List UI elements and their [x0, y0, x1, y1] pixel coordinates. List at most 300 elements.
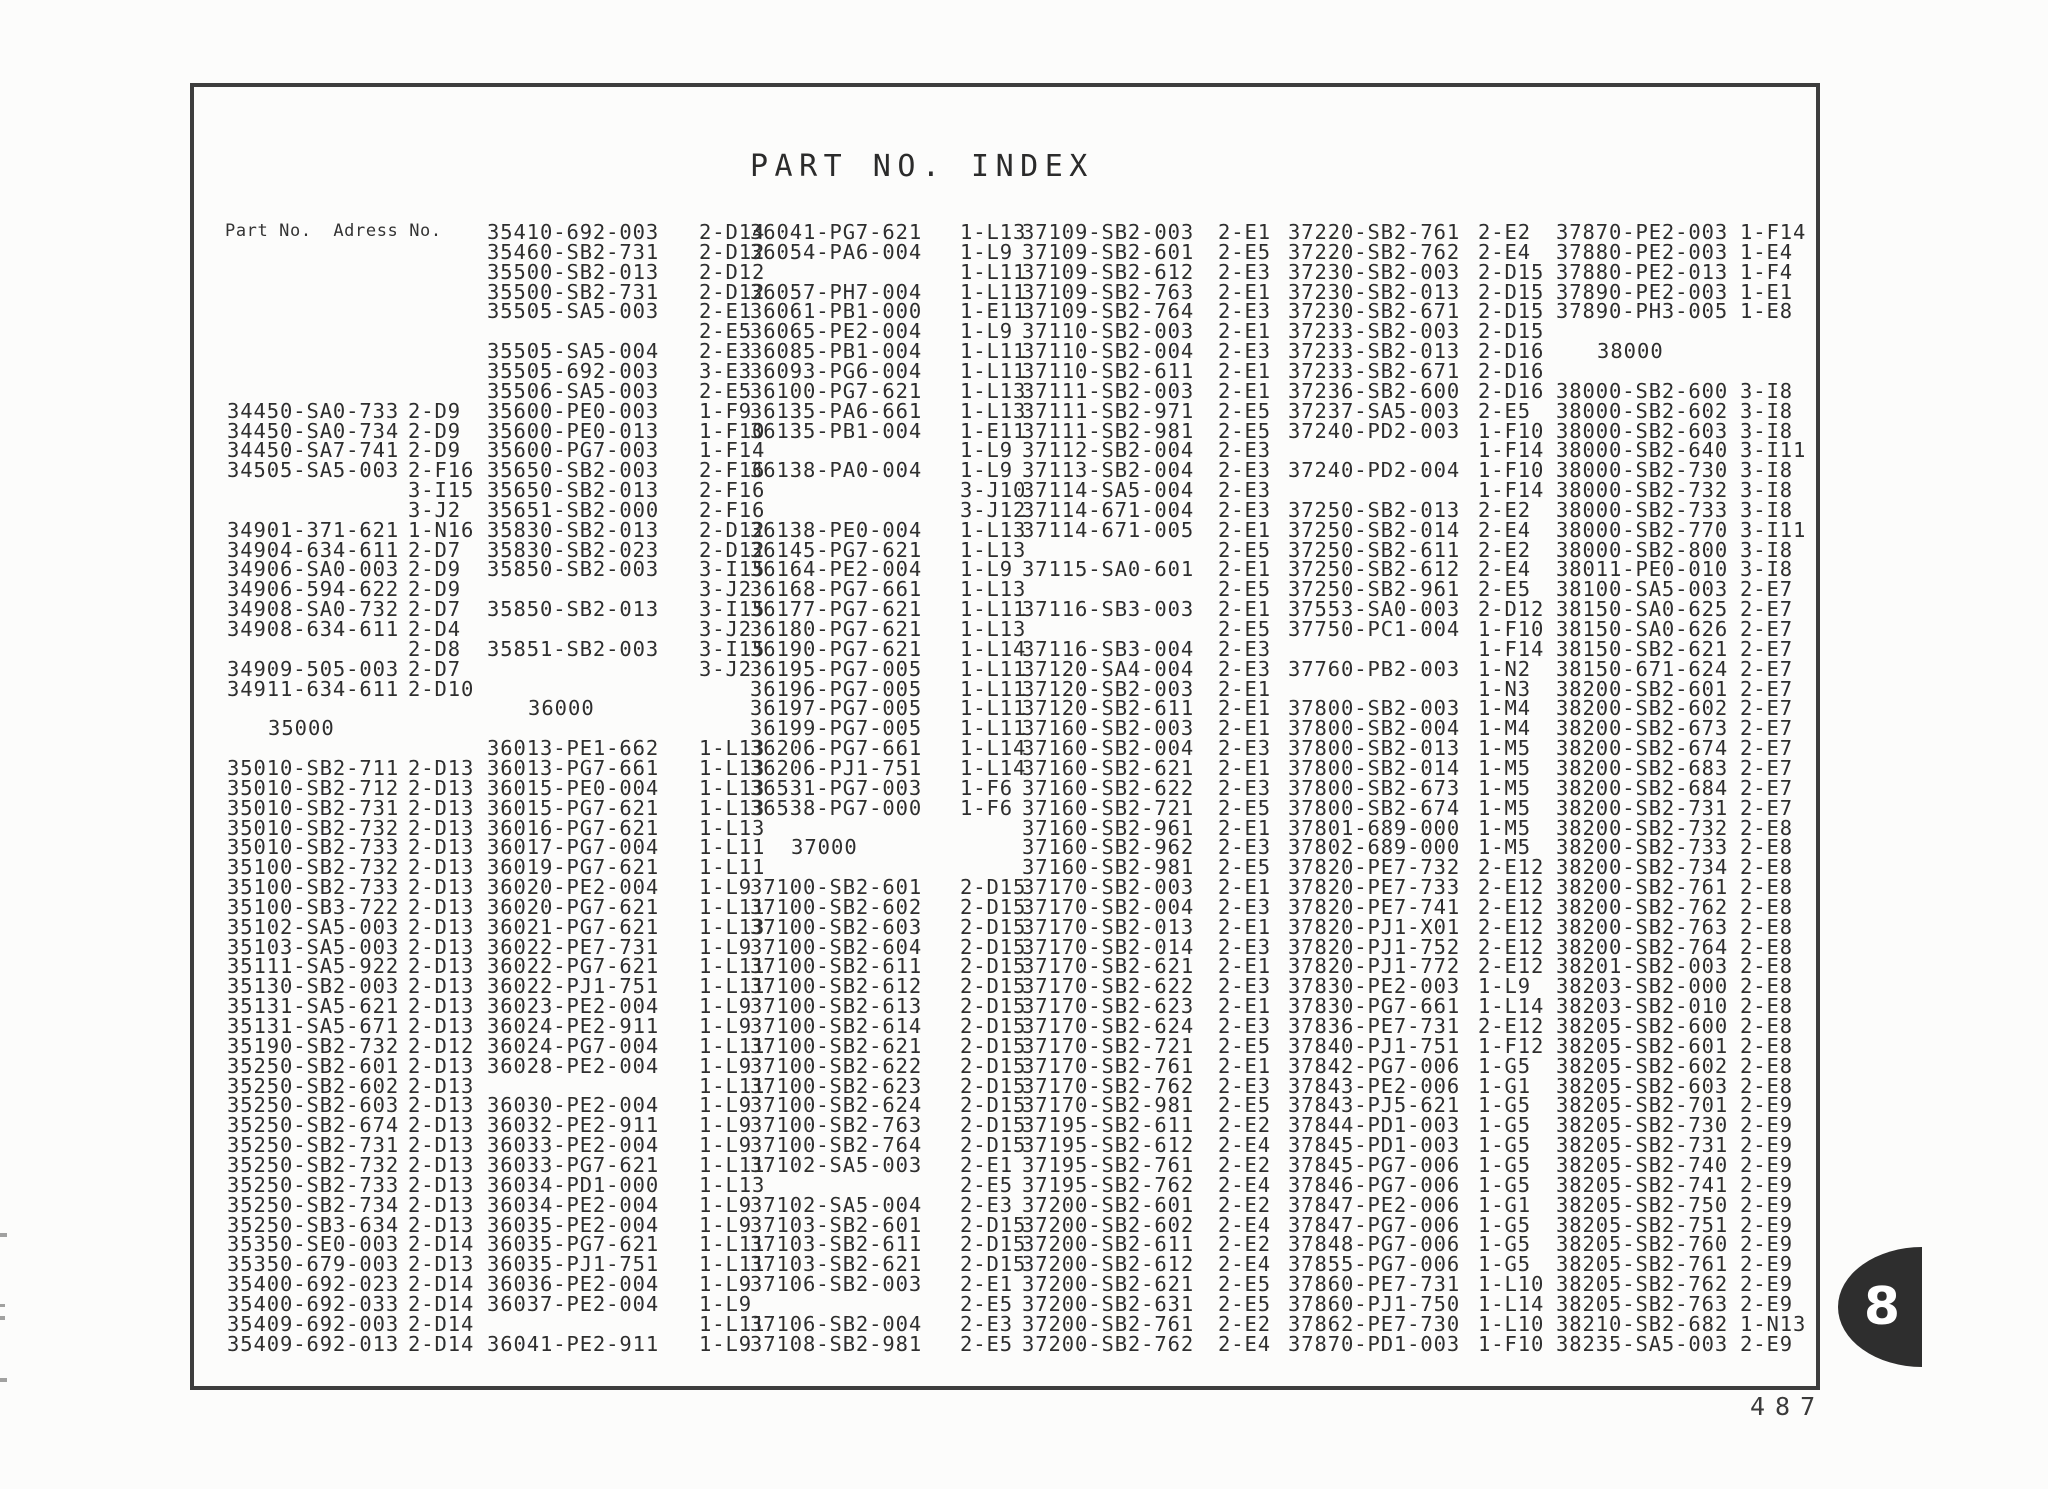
part-number: 37170-SB2-004 — [1022, 894, 1195, 919]
address-number: 1-L14 — [1478, 1291, 1545, 1316]
address-number: 2-D13 — [408, 1152, 475, 1177]
address-number: 2-D12 — [699, 537, 766, 562]
part-number: 35851-SB2-003 — [487, 636, 660, 661]
address-number: 2-E12 — [1478, 894, 1545, 919]
address-number: 1-M5 — [1478, 736, 1531, 761]
part-number: 36032-PE2-911 — [487, 1113, 660, 1138]
address-number: 2-E5 — [699, 378, 752, 403]
address-number: 2-D15 — [960, 954, 1027, 979]
address-number: 2-E3 — [699, 339, 752, 364]
address-number: 2-E1 — [1218, 378, 1271, 403]
part-number: 35250-SB2-734 — [227, 1192, 400, 1217]
address-number: 1-L11 — [699, 954, 766, 979]
part-number: 38150-SA0-625 — [1556, 597, 1729, 622]
part-number: 37250-SB2-611 — [1288, 537, 1461, 562]
part-number: 38150-SA0-626 — [1556, 617, 1729, 641]
section-header: 38000 — [1597, 339, 1664, 364]
address-number: 2-E12 — [1478, 875, 1545, 900]
address-number: 2-D15 — [1478, 319, 1545, 344]
address-number: 1-L13 — [960, 398, 1027, 423]
part-number: 38205-SB2-600 — [1556, 1014, 1729, 1038]
part-number: 36021-PG7-621 — [487, 914, 660, 939]
address-number: 2-D13 — [408, 974, 475, 999]
address-number: 1-G1 — [1478, 1192, 1531, 1217]
part-number: 37109-SB2-601 — [1022, 239, 1195, 264]
part-number: 38200-SB2-683 — [1556, 755, 1729, 780]
part-number: 36033-PE2-004 — [487, 1133, 660, 1158]
address-number: 2-E2 — [1218, 1232, 1271, 1257]
address-number: 2-D13 — [408, 934, 475, 959]
part-number: 37200-SB2-762 — [1022, 1331, 1195, 1356]
address-number: 2-D13 — [408, 1192, 475, 1217]
part-number: 35250-SB2-732 — [227, 1152, 400, 1177]
address-number: 1-L13 — [960, 577, 1027, 602]
part-number: 34908-SA0-732 — [227, 597, 400, 622]
part-number: 37250-SB2-961 — [1288, 577, 1461, 602]
part-number: 38200-SB2-601 — [1556, 676, 1729, 701]
address-number: 2-E3 — [1218, 974, 1271, 999]
address-number: 2-D16 — [1478, 378, 1545, 403]
address-number: 2-E7 — [1740, 736, 1793, 761]
address-number: 1-L11 — [960, 597, 1027, 622]
part-number: 37890-PE2-003 — [1556, 279, 1729, 304]
address-number: 1-N3 — [1478, 676, 1531, 701]
part-number: 37109-SB2-764 — [1022, 299, 1195, 324]
address-number: 1-L9 — [960, 557, 1013, 582]
part-number: 38205-SB2-740 — [1556, 1152, 1729, 1177]
address-number: 2-E7 — [1740, 696, 1793, 721]
address-number: 2-D12 — [699, 517, 766, 542]
part-number: 35131-SA5-621 — [227, 994, 400, 1019]
address-number: 2-E5 — [960, 1331, 1013, 1356]
part-number: 35100-SB2-732 — [227, 855, 400, 880]
part-number: 37843-PE2-006 — [1288, 1073, 1461, 1098]
part-number: 36065-PE2-004 — [750, 319, 923, 344]
part-number: 37802-689-000 — [1288, 835, 1461, 860]
address-number: 2-E4 — [1478, 239, 1531, 264]
address-number: 2-E8 — [1740, 1033, 1793, 1058]
part-number: 36019-PG7-621 — [487, 855, 660, 880]
part-number: 37200-SB2-761 — [1022, 1311, 1195, 1336]
address-number: 2-F16 — [408, 458, 475, 483]
address-number: 2-E1 — [1218, 279, 1271, 304]
part-number: 38201-SB2-003 — [1556, 954, 1729, 979]
address-number: 1-L9 — [699, 1053, 752, 1078]
address-number: 1-L9 — [699, 1192, 752, 1217]
address-number: 3-I11 — [1740, 438, 1807, 463]
address-number: 2-D15 — [960, 1053, 1027, 1078]
part-number: 37109-SB2-612 — [1022, 259, 1195, 284]
part-number: 36041-PG7-621 — [750, 220, 923, 244]
part-number: 37860-PE7-731 — [1288, 1272, 1461, 1297]
address-number: 2-E3 — [1218, 656, 1271, 681]
part-number: 35100-SB3-722 — [227, 894, 400, 919]
part-number: 37110-SB2-611 — [1022, 358, 1195, 383]
part-number: 36168-PG7-661 — [750, 577, 923, 602]
page-title: PART NO. INDEX — [750, 149, 1094, 184]
part-number: 35830-SB2-013 — [487, 517, 660, 542]
address-number: 2-D14 — [699, 220, 766, 244]
address-number: 3-I8 — [1740, 497, 1793, 522]
address-number: 1-L13 — [960, 517, 1027, 542]
chapter-tab-number: 8 — [1863, 1277, 1901, 1337]
address-number: 1-L10 — [1478, 1272, 1545, 1297]
address-number: 2-E5 — [1218, 577, 1271, 602]
address-number: 2-E5 — [1218, 855, 1271, 880]
address-number: 1-G5 — [1478, 1053, 1531, 1078]
part-number: 37170-SB2-003 — [1022, 875, 1195, 900]
address-number: 1-L9 — [699, 1212, 752, 1237]
address-number: 1-N16 — [408, 517, 475, 542]
part-number: 35131-SA5-671 — [227, 1014, 400, 1038]
address-number: 2-E1 — [1218, 716, 1271, 741]
address-number: 2-D15 — [960, 994, 1027, 1019]
address-number: 2-D9 — [408, 438, 461, 463]
part-number: 37170-SB2-624 — [1022, 1014, 1195, 1038]
address-number: 2-D13 — [408, 1212, 475, 1237]
address-number: 2-F16 — [699, 497, 766, 522]
address-number: 3-J2 — [699, 617, 752, 641]
address-number: 2-E7 — [1740, 755, 1793, 780]
address-number: 1-M5 — [1478, 815, 1531, 840]
part-number: 34450-SA7-741 — [227, 438, 400, 463]
part-number: 36135-PB1-004 — [750, 418, 923, 443]
address-number: 3-I15 — [699, 557, 766, 582]
part-number: 35460-SB2-731 — [487, 239, 660, 264]
address-number: 2-D15 — [960, 1073, 1027, 1098]
address-number: 2-D9 — [408, 418, 461, 443]
address-number: 2-E1 — [960, 1152, 1013, 1177]
address-number: 1-L11 — [699, 974, 766, 999]
address-number: 2-E4 — [1218, 1172, 1271, 1197]
address-number: 1-M5 — [1478, 795, 1531, 820]
part-number: 35103-SA5-003 — [227, 934, 400, 959]
address-number: 2-D9 — [408, 557, 461, 582]
address-number: 1-F6 — [960, 775, 1013, 800]
address-number: 1-L13 — [699, 815, 766, 840]
address-number: 2-E3 — [960, 1192, 1013, 1217]
address-number: 2-E8 — [1740, 894, 1793, 919]
address-number: 2-E5 — [1218, 537, 1271, 562]
address-number: 1-F10 — [1478, 418, 1545, 443]
part-number: 38000-SB2-640 — [1556, 438, 1729, 463]
part-number: 35010-SB2-732 — [227, 815, 400, 840]
address-number: 2-E3 — [1218, 339, 1271, 364]
part-number: 37250-SB2-013 — [1288, 497, 1461, 522]
part-number: 38200-SB2-674 — [1556, 736, 1729, 761]
part-number: 37108-SB2-981 — [750, 1331, 923, 1356]
address-number: 3-I8 — [1740, 378, 1793, 403]
address-number: 2-E2 — [1478, 220, 1531, 244]
address-number: 1-L9 — [960, 458, 1013, 483]
address-number: 2-E1 — [1218, 914, 1271, 939]
address-number: 2-D13 — [408, 855, 475, 880]
part-number: 38200-SB2-733 — [1556, 835, 1729, 860]
address-number: 2-E8 — [1740, 1053, 1793, 1078]
address-number: 1-L11 — [960, 279, 1027, 304]
address-number: 2-D15 — [960, 1033, 1027, 1058]
address-number: 2-E7 — [1740, 577, 1793, 602]
address-number: 1-L11 — [699, 1073, 766, 1098]
part-number: 37102-SA5-003 — [750, 1152, 923, 1177]
address-number: 1-L13 — [960, 537, 1027, 562]
address-number: 2-D13 — [408, 954, 475, 979]
address-number: 2-D14 — [408, 1331, 475, 1356]
address-number: 2-D13 — [408, 1073, 475, 1098]
part-number: 38150-SB2-621 — [1556, 636, 1729, 661]
address-number: 2-D13 — [408, 1172, 475, 1197]
part-number: 36195-PG7-005 — [750, 656, 923, 681]
part-number: 38200-SB2-673 — [1556, 716, 1729, 741]
address-number: 1-F10 — [1478, 617, 1545, 641]
address-number: 3-I15 — [699, 597, 766, 622]
part-number: 38205-SB2-750 — [1556, 1192, 1729, 1217]
address-number: 2-D15 — [960, 974, 1027, 999]
part-number: 36035-PE2-004 — [487, 1212, 660, 1237]
address-number: 2-D15 — [960, 1252, 1027, 1277]
part-number: 38200-SB2-762 — [1556, 894, 1729, 919]
part-number: 35250-SB2-733 — [227, 1172, 400, 1197]
part-number: 36538-PG7-000 — [750, 795, 923, 820]
scan-artifact-mark — [0, 1233, 7, 1237]
part-number: 38205-SB2-741 — [1556, 1172, 1729, 1197]
address-number: 1-L14 — [960, 755, 1027, 780]
part-number: 35505-SA5-003 — [487, 299, 660, 324]
part-number: 37170-SB2-721 — [1022, 1033, 1195, 1058]
address-number: 1-L11 — [960, 716, 1027, 741]
address-number: 1-L13 — [960, 617, 1027, 641]
section-header: 35000 — [268, 716, 335, 741]
part-number: 38205-SB2-730 — [1556, 1113, 1729, 1138]
part-number: 37100-SB2-622 — [750, 1053, 923, 1078]
part-number: 37200-SB2-611 — [1022, 1232, 1195, 1257]
part-number: 37170-SB2-623 — [1022, 994, 1195, 1019]
part-number: 38000-SB2-800 — [1556, 537, 1729, 562]
part-number: 37114-671-005 — [1022, 517, 1195, 542]
address-number: 3-J2 — [699, 656, 752, 681]
part-number: 37890-PH3-005 — [1556, 299, 1729, 324]
part-number: 36036-PE2-004 — [487, 1272, 660, 1297]
address-number: 2-E7 — [1740, 676, 1793, 701]
address-number: 2-E1 — [960, 1272, 1013, 1297]
part-number: 36015-PG7-621 — [487, 795, 660, 820]
address-number: 2-D15 — [960, 1014, 1027, 1038]
part-number: 36022-PG7-621 — [487, 954, 660, 979]
address-number: 2-E3 — [1218, 1073, 1271, 1098]
address-number: 2-D9 — [408, 398, 461, 423]
address-number: 2-D13 — [408, 775, 475, 800]
address-number: 1-G5 — [1478, 1152, 1531, 1177]
address-number: 2-E9 — [1740, 1093, 1793, 1118]
part-number: 37109-SB2-003 — [1022, 220, 1195, 244]
part-number: 38205-SB2-603 — [1556, 1073, 1729, 1098]
part-number: 35505-692-003 — [487, 358, 660, 383]
address-number: 2-D15 — [1478, 279, 1545, 304]
address-number: 2-E2 — [1478, 497, 1531, 522]
part-number: 37109-SB2-763 — [1022, 279, 1195, 304]
address-number: 2-E1 — [1218, 815, 1271, 840]
part-number: 37820-PJ1-X01 — [1288, 914, 1461, 939]
part-number: 37160-SB2-961 — [1022, 815, 1195, 840]
address-number: 2-E9 — [1740, 1232, 1793, 1257]
address-number: 3-I8 — [1740, 418, 1793, 443]
part-number: 38205-SB2-762 — [1556, 1272, 1729, 1297]
address-number: 2-E1 — [1218, 597, 1271, 622]
address-number: 1-L9 — [960, 239, 1013, 264]
part-number: 36197-PG7-005 — [750, 696, 923, 721]
address-number: 2-D13 — [408, 1014, 475, 1038]
scan-artifact-mark — [0, 1316, 5, 1320]
address-number: 3-J10 — [960, 478, 1027, 503]
part-number: 35650-SB2-003 — [487, 458, 660, 483]
part-number: 37195-SB2-612 — [1022, 1133, 1195, 1158]
part-number: 36016-PG7-621 — [487, 815, 660, 840]
part-number: 37220-SB2-762 — [1288, 239, 1461, 264]
part-number: 37236-SB2-600 — [1288, 378, 1461, 403]
part-number: 36024-PE2-911 — [487, 1014, 660, 1038]
address-number: 1-L9 — [960, 319, 1013, 344]
part-number: 37106-SB2-003 — [750, 1272, 923, 1297]
address-number: 2-E1 — [1218, 954, 1271, 979]
address-number: 3-I8 — [1740, 557, 1793, 582]
part-number: 38200-SB2-764 — [1556, 934, 1729, 959]
address-number: 3-I8 — [1740, 478, 1793, 503]
part-number: 37237-SA5-003 — [1288, 398, 1461, 423]
part-number: 37116-SB3-004 — [1022, 636, 1195, 661]
part-number: 37846-PG7-006 — [1288, 1172, 1461, 1197]
part-number: 37100-SB2-763 — [750, 1113, 923, 1138]
part-number: 38203-SB2-000 — [1556, 974, 1729, 999]
part-number: 35010-SB2-711 — [227, 755, 400, 780]
address-number: 1-L9 — [699, 1133, 752, 1158]
part-number: 37103-SB2-611 — [750, 1232, 923, 1257]
address-number: 2-E5 — [960, 1291, 1013, 1316]
part-number: 37830-PE2-003 — [1288, 974, 1461, 999]
part-number: 37100-SB2-604 — [750, 934, 923, 959]
address-number: 2-E8 — [1740, 914, 1793, 939]
part-number: 35250-SB2-731 — [227, 1133, 400, 1158]
address-number: 3-I8 — [1740, 537, 1793, 562]
part-number: 37200-SB2-601 — [1022, 1192, 1195, 1217]
address-number: 1-N13 — [1740, 1311, 1807, 1336]
part-number: 38205-SB2-602 — [1556, 1053, 1729, 1078]
address-number: 1-M4 — [1478, 696, 1531, 721]
part-number: 38011-PE0-010 — [1556, 557, 1729, 582]
part-number: 37195-SB2-611 — [1022, 1113, 1195, 1138]
part-number: 35400-692-023 — [227, 1272, 400, 1297]
part-number: 38205-SB2-701 — [1556, 1093, 1729, 1118]
part-number: 38000-SB2-603 — [1556, 418, 1729, 443]
address-number: 1-F9 — [699, 398, 752, 423]
address-number: 2-E1 — [1218, 875, 1271, 900]
part-number: 38205-SB2-761 — [1556, 1252, 1729, 1277]
part-number: 36196-PG7-005 — [750, 676, 923, 701]
part-number: 34906-SA0-003 — [227, 557, 400, 582]
part-number: 36085-PB1-004 — [750, 339, 923, 364]
address-number: 2-E7 — [1740, 795, 1793, 820]
address-number: 2-D15 — [960, 1093, 1027, 1118]
part-number: 37100-SB2-603 — [750, 914, 923, 939]
address-number: 1-F6 — [960, 795, 1013, 820]
address-number: 1-L11 — [960, 259, 1027, 284]
section-header: 37000 — [791, 835, 858, 860]
part-number: 37120-SA4-004 — [1022, 656, 1195, 681]
address-number: 1-E11 — [960, 299, 1027, 324]
address-number: 3-J2 — [408, 497, 461, 522]
address-number: 1-L13 — [699, 775, 766, 800]
address-number: 2-E1 — [1218, 319, 1271, 344]
address-number: 2-E2 — [1218, 1152, 1271, 1177]
address-number: 1-E4 — [1740, 239, 1793, 264]
address-number: 2-D13 — [408, 835, 475, 860]
part-number: 37111-SB2-981 — [1022, 418, 1195, 443]
part-number: 37801-689-000 — [1288, 815, 1461, 840]
address-number: 2-E8 — [1740, 994, 1793, 1019]
address-number: 1-M5 — [1478, 755, 1531, 780]
address-number: 2-E7 — [1740, 775, 1793, 800]
address-number: 2-D15 — [1478, 259, 1545, 284]
part-number: 35651-SB2-000 — [487, 497, 660, 522]
part-number: 35500-SB2-731 — [487, 279, 660, 304]
address-number: 2-E4 — [1218, 1212, 1271, 1237]
address-number: 2-E2 — [1478, 537, 1531, 562]
part-number: 37103-SB2-601 — [750, 1212, 923, 1237]
address-number: 1-L9 — [699, 1113, 752, 1138]
address-number: 2-E9 — [1740, 1152, 1793, 1177]
address-number: 1-N2 — [1478, 656, 1531, 681]
part-number: 37170-SB2-761 — [1022, 1053, 1195, 1078]
address-number: 2-D12 — [1478, 597, 1545, 622]
part-number: 37230-SB2-003 — [1288, 259, 1461, 284]
part-number: 37848-PG7-006 — [1288, 1232, 1461, 1257]
part-number: 36034-PE2-004 — [487, 1192, 660, 1217]
address-number: 2-D7 — [408, 597, 461, 622]
address-number: 2-E7 — [1740, 656, 1793, 681]
address-number: 2-E5 — [1218, 795, 1271, 820]
part-number: 37170-SB2-981 — [1022, 1093, 1195, 1118]
part-number: 36015-PE0-004 — [487, 775, 660, 800]
address-number: 2-D13 — [408, 994, 475, 1019]
address-number: 2-E5 — [1218, 1291, 1271, 1316]
address-number: 3-E3 — [699, 358, 752, 383]
part-number: 36061-PB1-000 — [750, 299, 923, 324]
address-number: 2-E5 — [1218, 398, 1271, 423]
address-number: 2-E9 — [1740, 1172, 1793, 1197]
part-number: 35250-SB2-601 — [227, 1053, 400, 1078]
part-number: 37170-SB2-014 — [1022, 934, 1195, 959]
address-number: 2-E9 — [1740, 1272, 1793, 1297]
part-number: 37870-PE2-003 — [1556, 220, 1729, 244]
part-number: 37233-SB2-003 — [1288, 319, 1461, 344]
address-number: 2-E3 — [1218, 497, 1271, 522]
part-number: 37170-SB2-013 — [1022, 914, 1195, 939]
address-number: 2-D13 — [408, 1113, 475, 1138]
address-number: 1-F12 — [1478, 1033, 1545, 1058]
part-number: 37200-SB2-602 — [1022, 1212, 1195, 1237]
address-number: 2-E5 — [699, 319, 752, 344]
part-number: 37843-PJ5-621 — [1288, 1093, 1461, 1118]
address-number: 3-I11 — [1740, 517, 1807, 542]
part-number: 37220-SB2-761 — [1288, 220, 1461, 244]
address-number: 1-L14 — [960, 636, 1027, 661]
address-number: 1-L13 — [699, 1172, 766, 1197]
address-number: 2-E5 — [1218, 617, 1271, 641]
part-number: 36030-PE2-004 — [487, 1093, 660, 1118]
address-number: 2-E1 — [1218, 994, 1271, 1019]
address-number: 2-D15 — [960, 1232, 1027, 1257]
part-number: 37160-SB2-962 — [1022, 835, 1195, 860]
part-number: 36177-PG7-621 — [750, 597, 923, 622]
